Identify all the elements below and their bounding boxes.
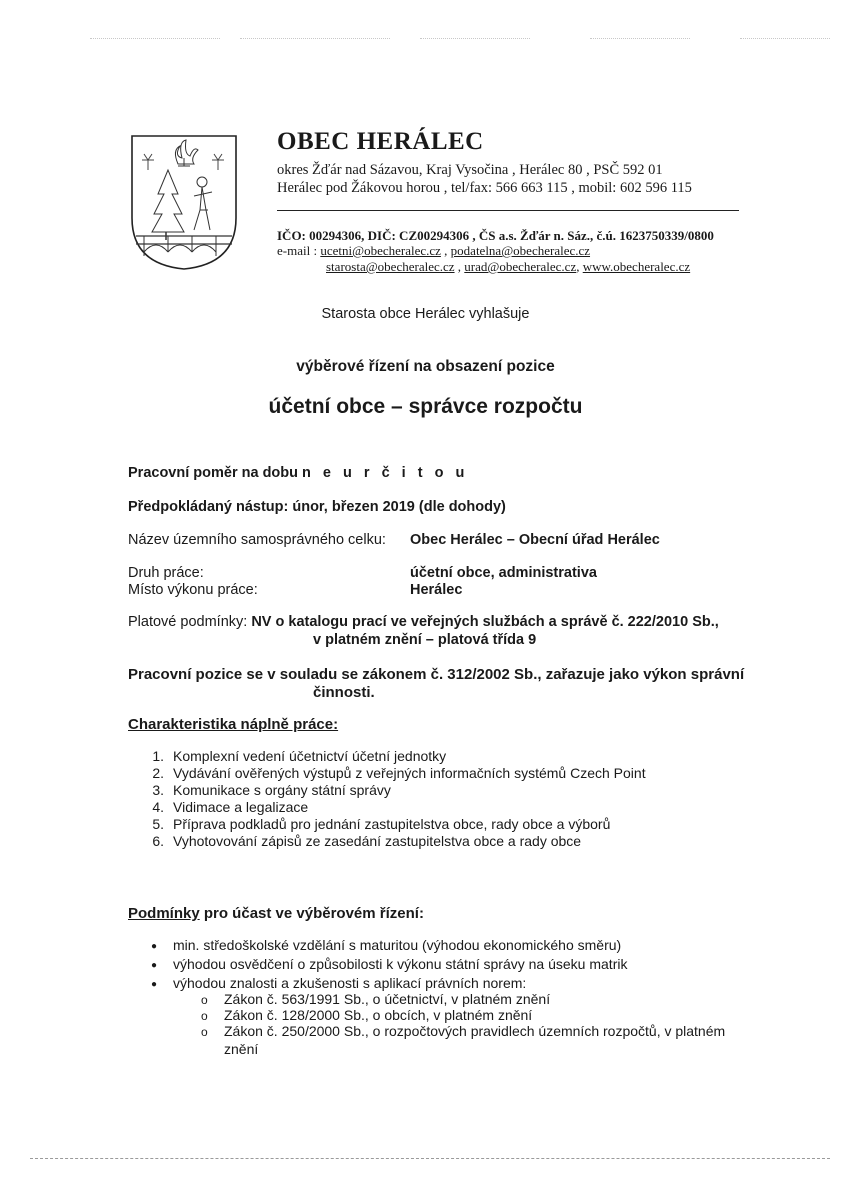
subtitle: výběrové řízení na obsazení pozice — [296, 358, 555, 375]
list-number: 4. — [152, 799, 164, 815]
salary-label: Platové podmínky: — [128, 614, 248, 630]
intro-text: Starosta obce Herálec vyhlašuje — [321, 306, 530, 322]
email-link-starosta[interactable]: starosta@obecheralec.cz — [326, 259, 455, 274]
duty-item: Vyhotovování zápisů ze zasedání zastupitelstva obce a rady obce — [173, 833, 582, 849]
duty-item: Komunikace s orgány státní správy — [173, 782, 391, 798]
duties-heading: Charakteristika náplně práce: — [128, 716, 339, 733]
salary-row — [128, 614, 719, 630]
email-line-2: starosta@obecheralec.cz , urad@obecheralec.cz, www.obecheralec.cz — [326, 259, 691, 274]
salary-value-cont: v platném znění – platová třída 9 — [313, 632, 537, 648]
circle-bullet-icon: o — [201, 1025, 208, 1039]
law-item-cont: znění — [224, 1041, 259, 1057]
condition-item: výhodou osvědčení o způsobilosti k výkonu státní správy na úseku matrik — [173, 956, 628, 972]
list-number: 3. — [152, 782, 164, 798]
place-label: Místo výkonu práce: — [128, 582, 258, 598]
list-number: 5. — [152, 816, 164, 832]
email-line: e-mail : ucetni@obecheralec.cz , podatelna@obecheralec.cz — [277, 243, 591, 258]
work-type-label: Druh práce: — [128, 565, 204, 581]
address-line: okres Žďár nad Sázavou, Kraj Vysočina , Herálec 80 , PSČ 592 01 — [277, 162, 663, 178]
duty-item: Vidimace a legalizace — [173, 799, 309, 815]
header-divider — [277, 210, 739, 211]
ids-line: IČO: 00294306, DIČ: CZ00294306 , ČS a.s. Žďár n. Sáz., č.ú. 1623750339/0800 — [277, 228, 714, 243]
email-link-podatelna[interactable]: podatelna@obecheralec.cz — [450, 243, 591, 258]
legal-text-cont: činnosti. — [313, 684, 375, 701]
conditions-heading-underlined: Podmínky — [128, 905, 200, 922]
duty-item: Příprava podkladů pro jednání zastupitelstva obce, rady obce a výborů — [173, 816, 611, 832]
scan-noise — [240, 38, 390, 41]
circle-bullet-icon: o — [201, 993, 208, 1007]
legal-text: Pracovní pozice se v souladu se zákonem č. 312/2002 Sb., zařazuje jako výkon správní — [128, 666, 745, 683]
law-item: Zákon č. 128/2000 Sb., o obcích, v platném znění — [224, 1007, 533, 1023]
duty-item: Komplexní vedení účetnictví účetní jednotky — [173, 748, 447, 764]
scan-noise — [90, 38, 220, 41]
bullet-icon: ● — [151, 941, 158, 952]
website-link[interactable]: www.obecheralec.cz — [582, 259, 691, 274]
duty-item: Vydávání ověřených výstupů z veřejných informačních systémů Czech Point — [173, 765, 646, 781]
unit-label: Název územního samosprávného celku: — [128, 532, 386, 548]
work-type-value: účetní obce, administrativa — [410, 565, 597, 581]
position-title: účetní obce – správce rozpočtu — [268, 395, 583, 418]
scan-noise — [590, 38, 690, 41]
list-number: 1. — [152, 748, 164, 764]
scan-noise — [420, 38, 530, 41]
contact-line: Herálec pod Žákovou horou , tel/fax: 566 663 115 , mobil: 602 596 115 — [277, 180, 692, 196]
law-item: Zákon č. 563/1991 Sb., o účetnictví, v platném znění — [224, 991, 551, 1007]
scan-noise — [740, 38, 830, 41]
circle-bullet-icon: o — [201, 1009, 208, 1023]
condition-item: výhodou znalosti a zkušenosti s aplikací právních norem: — [173, 975, 527, 991]
coat-of-arms-logo — [128, 132, 240, 272]
org-name: OBEC HERÁLEC — [277, 128, 484, 155]
law-item: Zákon č. 250/2000 Sb., o rozpočtových pravidlech územních rozpočtů, v platném — [224, 1023, 726, 1039]
scan-noise — [30, 1158, 830, 1159]
list-number: 6. — [152, 833, 164, 849]
condition-item: min. středoškolské vzdělání s maturitou (výhodou ekonomického směru) — [173, 937, 622, 953]
start-date: Předpokládaný nástup: únor, březen 2019 (dle dohody) — [128, 499, 506, 515]
unit-value: Obec Herálec – Obecní úřad Herálec — [410, 532, 660, 548]
bullet-icon: ● — [151, 979, 158, 990]
email-link-urad[interactable]: urad@obecheralec.cz — [464, 259, 577, 274]
place-value: Herálec — [410, 582, 463, 598]
salary-value: NV o katalogu prací ve veřejných službách a správě č. 222/2010 Sb., — [251, 614, 719, 630]
employment-value: n e u r č i t o u — [302, 465, 469, 481]
email-link-ucetni[interactable]: ucetni@obecheralec.cz — [320, 243, 441, 258]
conditions-heading — [128, 905, 424, 922]
employment-row — [128, 465, 468, 481]
bullet-icon: ● — [151, 960, 158, 971]
conditions-heading-rest: pro účast ve výběrovém řízení: — [199, 905, 424, 922]
employment-label: Pracovní poměr na dobu — [128, 465, 298, 481]
list-number: 2. — [152, 765, 164, 781]
email-label: e-mail : — [277, 243, 318, 258]
